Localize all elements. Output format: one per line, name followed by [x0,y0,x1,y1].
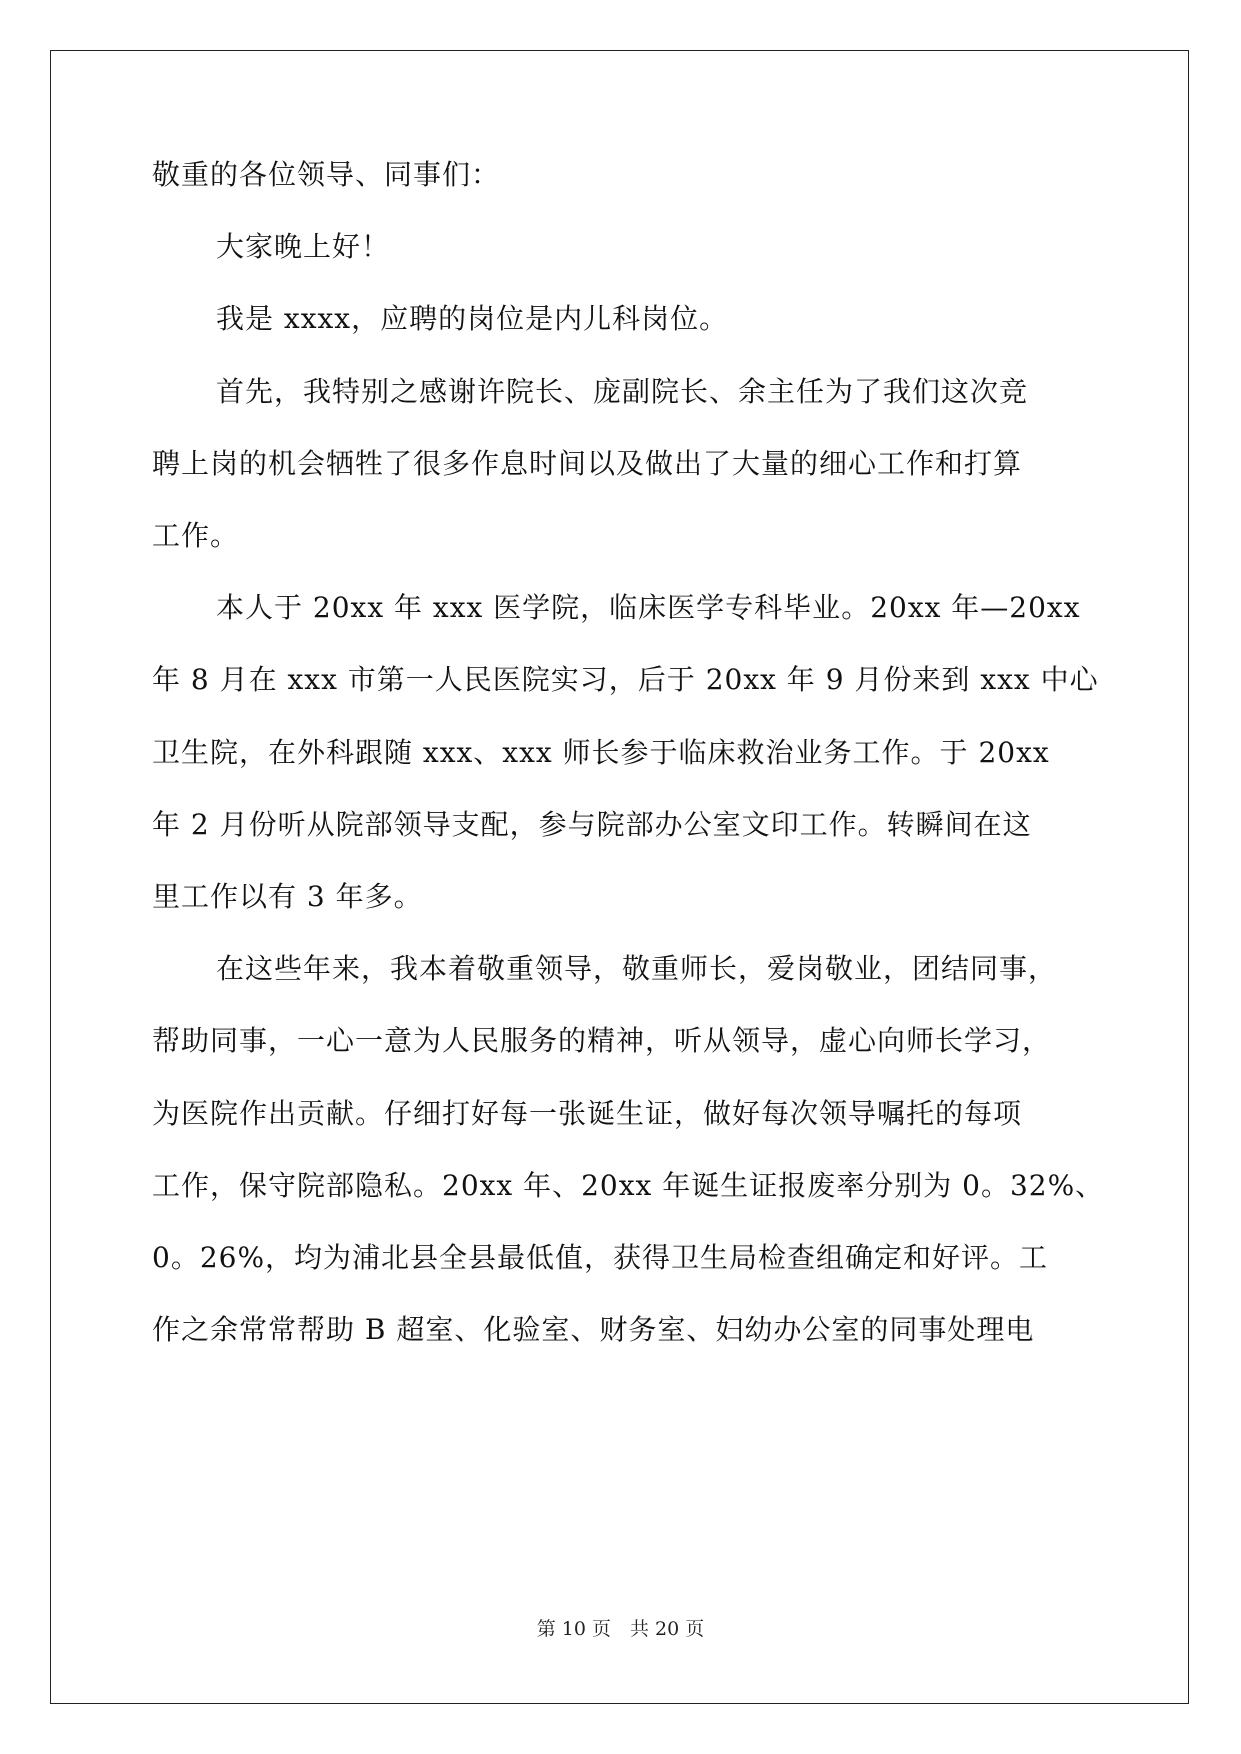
text-line: 为医院作出贡献。仔细打好每一张诞生证，做好每次领导嘱托的每项 [152,1096,1023,1130]
text-line: 本人于 20xx 年 xxx 医学院，临床医学专科毕业。20xx 年—20xx [216,591,1081,625]
text-line: 帮助同事，一心一意为人民服务的精神，听从领导，虚心向师长学习， [152,1024,1052,1058]
text-line: 工作，保守院部隐私。20xx 年、20xx 年诞生证报废率分别为 0。32%、 [152,1168,1105,1202]
text-line: 敬重的各位领导、同事们： [152,158,501,191]
page-number-footer: 第 10 页 共 20 页 [536,1618,705,1640]
text-line: 年 2 月份听从院部领导支配，参与院部办公室文印工作。转瞬间在这 [152,807,1032,841]
text-line: 作之余常常帮助 B 超室、化验室、财务室、妇幼办公室的同事处理电 [152,1313,1035,1347]
text-line: 在这些年来，我本着敬重领导，敬重师长，爱岗敬业，团结同事， [216,952,1058,986]
text-line: 卫生院，在外科跟随 xxx、xxx 师长参于临床救治业务工作。于 20xx [152,735,1050,769]
text-line: 首先，我特别之感谢许院长、庞副院长、余主任为了我们这次竞 [216,374,1029,408]
text-line: 里工作以有 3 年多。 [152,880,423,913]
text-line: 0。26%，均为浦北县全县最低值，获得卫生局检查组确定和好评。工 [152,1241,1049,1274]
document-body [152,0,1105,1754]
text-line: 大家晚上好！ [216,230,391,264]
text-line: 聘上岗的机会牺牲了很多作息时间以及做出了大量的细心工作和打算 [152,446,1023,480]
text-line: 我是 xxxx，应聘的岗位是内儿科岗位。 [216,302,729,336]
text-line: 年 8 月在 xxx 市第一人民医院实习，后于 20xx 年 9 月份来到 xxx 中心 [152,663,1099,697]
text-line: 工作。 [152,519,240,552]
